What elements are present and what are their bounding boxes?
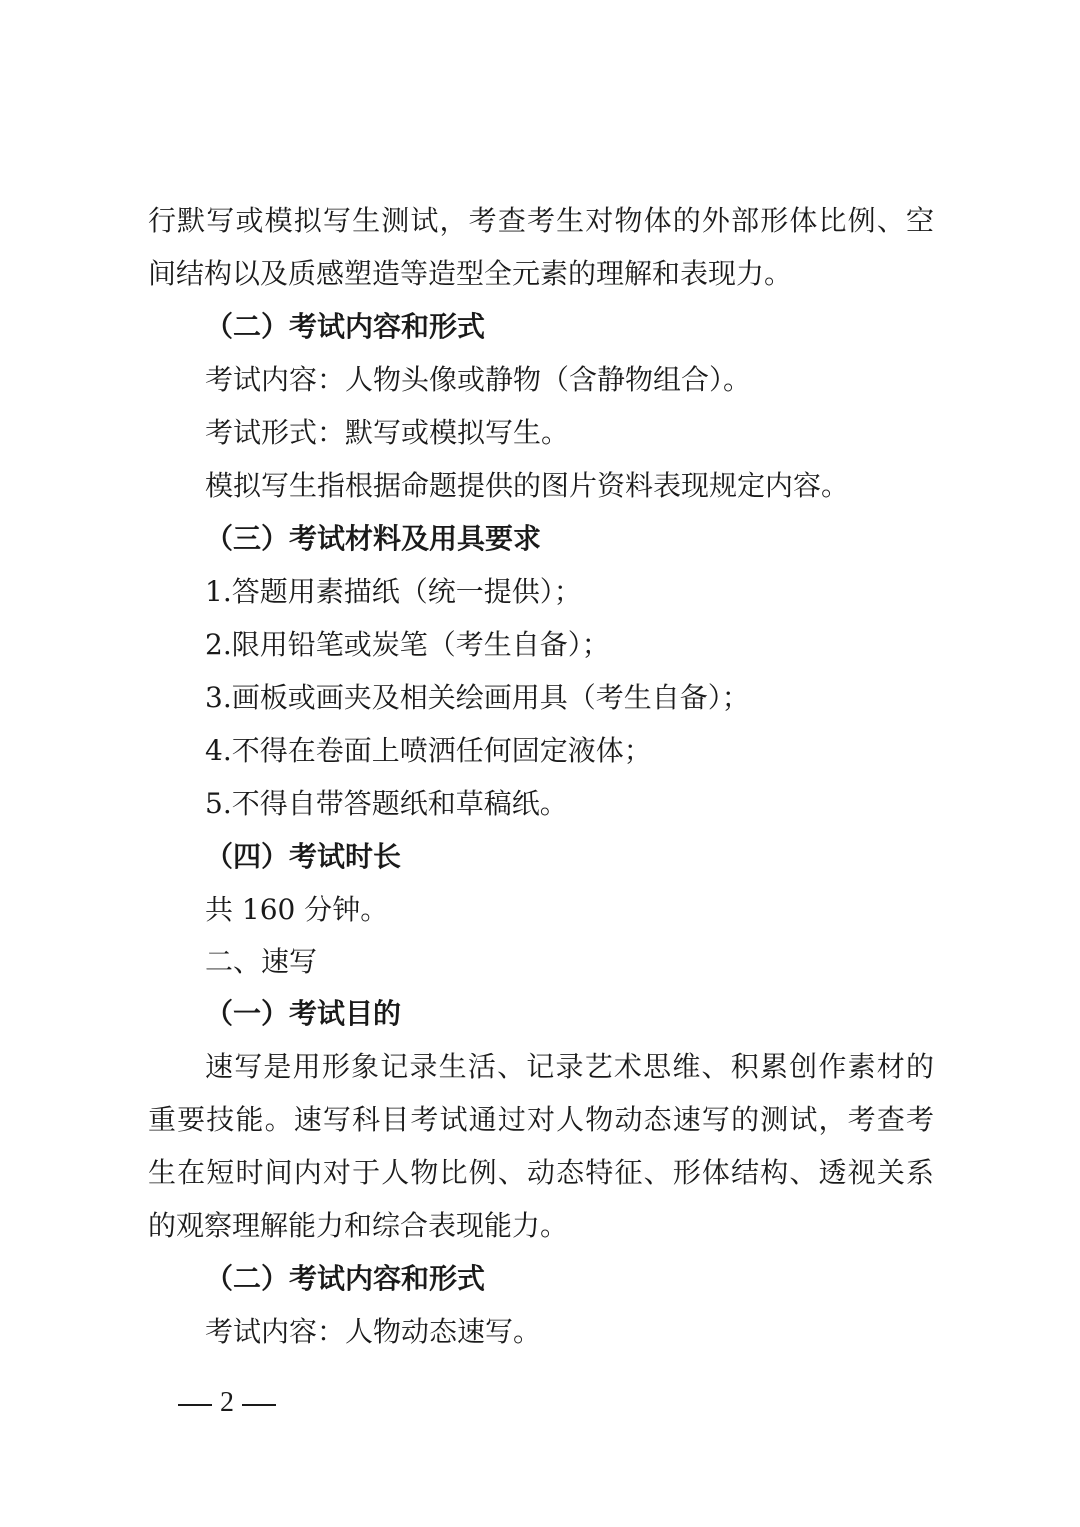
list-item: 1.答题用素描纸（统一提供）； xyxy=(205,575,582,608)
list-item: 3.画板或画夹及相关绘画用具（考生自备）； xyxy=(205,681,750,714)
page-footer xyxy=(170,1385,284,1421)
paragraph-line: 考试内容：人物头像或静物（含静物组合）。 xyxy=(205,363,752,396)
paragraph-line: 生在短时间内对于人物比例、动态特征、形体结构、透视关系 xyxy=(148,1156,934,1189)
paragraph-line: 考试内容：人物动态速写。 xyxy=(205,1315,542,1348)
dash-left xyxy=(178,1404,212,1406)
list-item: 5.不得自带答题纸和草稿纸。 xyxy=(205,787,568,820)
paragraph-line: 速写是用形象记录生活、记录艺术思维、积累创作素材的 xyxy=(205,1050,934,1083)
paragraph-line: 模拟写生指根据命题提供的图片资料表现规定内容。 xyxy=(205,469,850,502)
paragraph-line: 重要技能。速写科目考试通过对人物动态速写的测试，考查考 xyxy=(148,1103,934,1136)
page-number: 2 xyxy=(220,1387,234,1418)
chapter-heading: 二、速写 xyxy=(205,945,318,978)
section-heading: （一）考试目的 xyxy=(205,997,402,1030)
list-item: 4.不得在卷面上喷洒任何固定液体； xyxy=(205,734,652,767)
paragraph-line: 间结构以及质感塑造等造型全元素的理解和表现力。 xyxy=(148,257,793,290)
paragraph-line: 共 160 分钟。 xyxy=(205,893,389,926)
paragraph-line: 的观察理解能力和综合表现能力。 xyxy=(148,1209,569,1242)
paragraph-line: 行默写或模拟写生测试，考查考生对物体的外部形体比例、空 xyxy=(148,204,934,237)
section-heading: （二）考试内容和形式 xyxy=(205,310,486,343)
dash-right xyxy=(242,1404,276,1406)
section-heading: （三）考试材料及用具要求 xyxy=(205,522,542,555)
section-heading: （四）考试时长 xyxy=(205,840,402,873)
paragraph-line: 考试形式：默写或模拟写生。 xyxy=(205,416,570,449)
section-heading: （二）考试内容和形式 xyxy=(205,1262,486,1295)
list-item: 2.限用铅笔或炭笔（考生自备）； xyxy=(205,628,610,661)
